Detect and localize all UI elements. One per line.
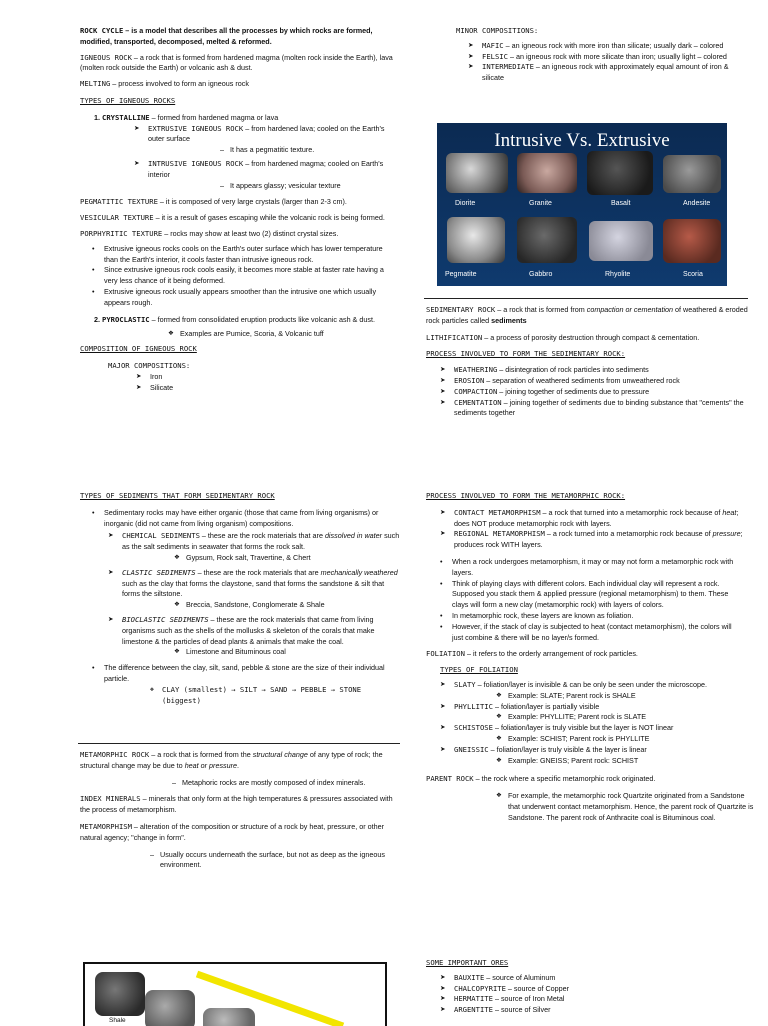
major-compositions-list: [136, 372, 398, 394]
definition: – an igneous rock with approximately equal amount of iron & silicate: [482, 62, 729, 83]
definition-emphasis: heat: [722, 507, 737, 517]
definition: – it is composed of very large crystals (larger than 2-3 cm).: [157, 197, 347, 207]
number: 1.: [94, 112, 100, 122]
types-igneous-heading: TYPES OF IGNEOUS ROCKS: [80, 95, 176, 105]
term: CRYSTALLINE: [102, 112, 150, 122]
list-item: • However, if the stack of clay is subjected to heat (contact metamorphism), the colors will just combine & there will be no layer/s formed.: [438, 622, 744, 644]
term: PHYLLITIC: [454, 701, 493, 711]
definition: – minerals that only form at the high temperatures & pressures associated with the process of metamorphism.: [80, 794, 393, 815]
igneous-rock-definition: [80, 53, 398, 75]
figure-label: Pegmatite: [445, 271, 477, 278]
definition: .: [237, 760, 240, 770]
bioclastic-sediments-item: [108, 615, 400, 647]
figure-label: Shale: [109, 1017, 126, 1024]
index-minerals-definition: [80, 794, 398, 816]
definition-emphasis: pressure: [712, 529, 741, 539]
term: INTERMEDIATE: [482, 62, 534, 72]
list-item: [440, 1005, 746, 1016]
list-item: [440, 723, 746, 745]
foliation-types-list: [440, 680, 746, 766]
figure-title: Intrusive Vs. Extrusive: [494, 130, 670, 151]
list-item: • Since extrusive igneous rock cools easily, it becomes more stable at faster rate having a very less chance of it being deformed.: [90, 265, 390, 287]
term: METAMORPHIC ROCK: [80, 750, 150, 759]
definition: ; does NOT produce metamorphic rock with layers.: [454, 507, 739, 528]
term: WEATHERING: [454, 365, 498, 375]
list-item: • Think of playing clays with different colors. Each individual clay will represent a rock. Supposed you stack them & applied pressure (regional metamorphism) to them. These clays will form a new clay (metamorphic rock) with layers of colors.: [438, 579, 744, 611]
definition: such as the clay that forms the claystone, sand that forms the sandstone & silt that forms the siltstone.: [122, 578, 385, 599]
definition: – separation of weathered sediments from unweathered rock: [484, 375, 680, 385]
metamorphism-definition: [80, 822, 398, 844]
list-item: [440, 387, 746, 398]
list-item: [440, 702, 746, 724]
term: INDEX MINERALS: [80, 794, 141, 804]
definition: – rocks may show at least two (2) distinct crystal sizes.: [162, 228, 339, 238]
rock-cycle-definition: [80, 26, 398, 48]
term: ARGENTITE: [454, 1005, 493, 1015]
term: VESICULAR TEXTURE: [80, 213, 154, 223]
metamorphism-note: – Usually occurs underneath the surface, but not as deep as the igneous environment.: [150, 850, 400, 872]
example: ❖ Example: SLATE; Parent rock is SHALE: [496, 691, 746, 702]
definition: – a rock that is formed from the: [149, 750, 253, 759]
definition-bold: sediments: [491, 315, 527, 325]
figure-label: Andesite: [683, 200, 711, 207]
term: FOLIATION: [426, 649, 465, 659]
process-metamorphic-heading: PROCESS INVOLVED TO FORM THE METAMORPHIC ROCK:: [426, 491, 626, 500]
list-item: [440, 984, 746, 995]
term: LITHIFICATION: [426, 332, 483, 342]
list-item: [468, 62, 748, 84]
term: PORPHYRITIC TEXTURE: [80, 228, 163, 238]
divider: [424, 298, 748, 299]
definition: – joining together of sediments due to binding substance that "cements" the sediments together: [454, 397, 744, 418]
parent-rock-definition: [426, 774, 748, 785]
term: SLATY: [454, 679, 476, 689]
list-item: [440, 680, 746, 702]
scoria-rock-image: [663, 219, 721, 263]
basalt-rock-image: [587, 151, 653, 195]
list-item: ➤ Silicate: [136, 383, 398, 394]
term: MAFIC: [482, 40, 504, 50]
definition: – these are the rock materials that are: [199, 531, 325, 541]
term: INTRUSIVE IGNEOUS ROCK: [148, 158, 244, 168]
minor-compositions-heading: MINOR COMPOSITIONS:: [456, 26, 539, 35]
parent-rock-example: ❖ For example, the metamorphic rock Quartzite originated from a Sandstone that underwent contact metamorphism. Hence, the parent rock of Quartzite is Sandstone. The parent rock of Anthracite coal is Bituminous coal.: [496, 791, 754, 823]
term: IGNEOUS ROCK: [80, 52, 132, 62]
chemical-sediments-item: [108, 531, 400, 553]
definition-emphasis: compaction or cementation: [586, 305, 674, 314]
definition: such as the salt sediments in seawater that forms the rock salt.: [122, 531, 400, 552]
pegmatitic-definition: [80, 197, 398, 208]
extrusive-bullets: [80, 244, 390, 309]
term: PYROCLASTIC: [102, 314, 150, 324]
definition: – these are the rock materials that came from living organisms such as the shells of the mollusks & skeleton of the corals that make limestone & the particles of dead plants & animals that make the coal.: [122, 614, 375, 646]
definition-emphasis: mechanically weathered: [320, 567, 398, 577]
ores-section: [426, 958, 748, 1016]
term: EXTRUSIVE IGNEOUS ROCK: [148, 123, 244, 133]
term: CONTACT METAMORPHISM: [454, 507, 541, 517]
foliation-type: [440, 723, 746, 734]
definition: – a rock turned into a metamorphic rock because of: [544, 529, 713, 539]
definition: – foliation/layer is partially visible: [492, 701, 600, 711]
list-item: [440, 365, 746, 376]
vesicular-definition: [80, 213, 398, 224]
right-top-column: [426, 26, 748, 84]
definition: – foliation/layer is truly visible & the layer is linear: [488, 744, 647, 754]
important-ores-heading: SOME IMPORTANT ORES: [426, 958, 509, 967]
list-item: [468, 41, 748, 52]
term: PEGMATITIC TEXTURE: [80, 197, 158, 207]
term: SEDIMENTARY ROCK: [426, 305, 496, 314]
foliation-type: [440, 702, 746, 713]
definition: – a rock that is formed from hardened magma (molten rock inside the Earth), lava (molten rock outside the Earth) or volcanic ash & dust.: [80, 52, 393, 73]
definition: – it is a result of gases escaping while the volcanic rock is being formed.: [153, 213, 385, 223]
definition: – an igneous rock with more iron than silicate; usually dark – colored: [503, 40, 724, 50]
definition-emphasis: dissolved in water: [324, 531, 383, 541]
definition: – source of Aluminum: [484, 972, 556, 982]
example: ❖ Example: SCHIST; Parent rock is PHYLLITE: [496, 734, 746, 745]
metamorphic-rocks-figure: [83, 962, 387, 1026]
types-foliation-heading: TYPES OF FOLIATION: [440, 665, 518, 675]
clastic-examples: ❖ Breccia, Sandstone, Conglomerate & Shale: [174, 600, 400, 611]
definition: – alteration of the composition or structure of a rock by heat, pressure, or other natural agency; "change in form".: [80, 821, 385, 842]
crystalline-subitems: [80, 124, 394, 192]
definition: – source of Iron Metal: [492, 994, 565, 1004]
figure-label: Basalt: [611, 200, 631, 207]
list-item: [440, 745, 746, 767]
metamorphic-section: [80, 750, 398, 871]
divider: [78, 743, 400, 744]
list-item: • The difference between the clay, silt, sand, pebble & stone are the size of their individual particle.: [90, 663, 390, 685]
pegmatite-rock-image: [447, 217, 505, 263]
definition: – a process of porosity destruction through compact & cementation.: [482, 332, 700, 342]
definition: of weathered & eroded rock particles called: [426, 305, 748, 325]
list-item: [440, 508, 746, 530]
sediment-types: [80, 531, 400, 658]
list-item: [468, 52, 748, 63]
definition: – foliation/layer is invisible & can be only be seen under the microscope.: [475, 679, 707, 689]
metamorphism-notes-list: [438, 557, 744, 643]
process-sedimentary-heading: PROCESS INVOLVED TO FORM THE SEDIMENTARY ROCK:: [426, 349, 626, 359]
list-item: [440, 376, 746, 387]
list-item: [440, 973, 746, 984]
term: CLASTIC SEDIMENTS: [122, 567, 196, 577]
gabbro-rock-image: [517, 217, 577, 263]
figure-label: Rhyolite: [605, 271, 631, 278]
extrusive-note: – It has a pegmatitic texture.: [220, 145, 394, 156]
list-item: • In metamorphic rock, these layers are known as foliation.: [438, 611, 744, 622]
intrusive-item: [134, 159, 394, 181]
definition: – formed from consolidated eruption products like volcanic ash & dust.: [149, 314, 375, 324]
example: ❖ Example: PHYLLITE; Parent rock is SLATE: [496, 712, 746, 723]
foliation-type: [440, 745, 746, 756]
diorite-rock-image: [446, 153, 508, 193]
term: EROSION: [454, 375, 485, 385]
extrusive-item: [134, 124, 394, 146]
list-item: ➤ Iron: [136, 372, 398, 383]
crystalline-item: [80, 113, 398, 124]
term: METAMORPHISM: [80, 821, 132, 831]
term: REGIONAL METAMORPHISM: [454, 529, 545, 539]
list-item: • Extrusive igneous rocks cools on the Earth's outer surface which has lower temperature than the Earth's interior, it cools faster than intrusive igneous rock.: [90, 244, 390, 266]
metamorphic-note: – Metaphoric rocks are mostly composed of index minerals.: [172, 778, 398, 789]
foliation-type: [440, 680, 746, 691]
definition-emphasis: structural change: [252, 750, 308, 759]
term: COMPACTION: [454, 386, 498, 396]
term: GNEISSIC: [454, 744, 489, 754]
definition: – the rock where a specific metamorphic rock originated.: [473, 774, 656, 784]
metamorphic-rock-definition: [80, 750, 398, 772]
term: SCHISTOSE: [454, 723, 493, 733]
definition: of any type of rock; the structural change may be due to: [80, 750, 383, 770]
figure-label: Diorite: [455, 200, 476, 207]
term: MELTING: [80, 79, 111, 89]
sedimentary-section: [426, 305, 748, 419]
definition: – formed from hardened magma or lava: [149, 112, 279, 122]
yellow-arrow-icon: [85, 964, 385, 1026]
melting-definition: [80, 79, 398, 90]
sedimentary-rock-definition: [426, 305, 748, 327]
foliation-definition: [426, 649, 748, 660]
definition: – foliation/layer is truly visible but the layer is NOT linear: [492, 723, 674, 733]
list-item: [440, 529, 746, 551]
definition: – source of Copper: [505, 983, 570, 993]
definition: – disintegration of rock particles into sediments: [497, 365, 649, 375]
minor-compositions-list: [468, 41, 748, 84]
list-item: • When a rock undergoes metamorphism, it may or may not form a metamorphic rock with layers.: [438, 557, 744, 579]
figure-label: Scoria: [683, 271, 703, 278]
definition: – these are the rock materials that are: [195, 567, 321, 577]
list-item: [440, 994, 746, 1005]
difference-list: [80, 663, 390, 685]
term: BIOCLASTIC SEDIMENTS: [122, 614, 209, 624]
intrusive-note: – It appears glassy; vesicular texture: [220, 181, 394, 192]
list-item: • Extrusive igneous rock usually appears smoother than the intrusive one which usually appears rough.: [90, 287, 390, 309]
left-top-column: [80, 26, 398, 393]
term: CEMENTATION: [454, 397, 502, 407]
term: FELSIC: [482, 51, 508, 61]
particle-size-order: ❖ CLAY (smallest) → SILT → SAND → PEBBLE → STONE (biggest): [150, 685, 400, 707]
definition: – from hardened magma; cooled on Earth's interior: [148, 158, 384, 179]
left-mid-column: [80, 491, 400, 706]
major-compositions-heading: MAJOR COMPOSITIONS:: [108, 360, 191, 370]
right-mid-column: [426, 491, 754, 824]
definition: – is a model that describes all the processes by which rocks are formed, modified, transported, decomposed, melted & reformed.: [80, 26, 373, 46]
definition: – source of Silver: [492, 1005, 551, 1015]
definition: – process involved to form an igneous rock: [110, 79, 249, 89]
intrusive-vs-extrusive-figure: [437, 123, 727, 286]
term: ROCK CYCLE: [80, 26, 124, 35]
ores-list: [440, 973, 746, 1016]
definition: – a rock that is formed from: [495, 305, 587, 314]
definition: – joining together of sediments due to pressure: [497, 386, 650, 396]
term: BAUXITE: [454, 972, 485, 982]
rhyolite-rock-image: [589, 221, 653, 261]
list-item: • Sedimentary rocks may have either organic (those that came from living organisms) or inorganic (did not came from living organism) compositions.: [90, 508, 390, 530]
andesite-rock-image: [663, 155, 721, 193]
term: PARENT ROCK: [426, 774, 474, 784]
chemical-examples: ❖ Gypsum, Rock salt, Travertine, & Chert: [174, 553, 400, 564]
term: CHEMICAL SEDIMENTS: [122, 531, 200, 541]
metamorphism-types-list: [440, 508, 746, 551]
number: 2.: [94, 314, 100, 324]
definition: – a rock that turned into a metamorphic rock because of: [540, 507, 723, 517]
composition-heading: COMPOSITION OF IGNEOUS ROCK: [80, 344, 197, 354]
definition: – an igneous rock with more silicate than iron; usually light – colored: [507, 51, 727, 61]
porphyritic-definition: [80, 229, 398, 240]
list-item: [440, 398, 746, 420]
figure-label: Gabbro: [529, 271, 553, 278]
definition: – it refers to the orderly arrangement of rock particles.: [464, 649, 638, 659]
definition: – from hardened lava; cooled on the Earth's outer surface: [148, 123, 385, 144]
types-sediments-heading: TYPES OF SEDIMENTS THAT FORM SEDIMENTARY ROCK: [80, 491, 275, 500]
term: HERMATITE: [454, 994, 493, 1004]
clastic-sediments-item: [108, 568, 400, 600]
process-sedimentary-list: [440, 365, 746, 419]
sediment-intro-list: [80, 508, 390, 530]
figure-label: Granite: [529, 200, 552, 207]
definition: ; produces rock WITH layers.: [454, 529, 743, 550]
pyroclastic-examples: ❖ Examples are Pumice, Scoria, & Volcanic tuff: [168, 329, 398, 340]
pyroclastic-item: [80, 315, 394, 326]
example: ❖ Example: GNEISS; Parent rock: SCHIST: [496, 756, 746, 767]
term: CHALCOPYRITE: [454, 983, 506, 993]
bioclastic-examples: ❖ Limestone and Bituminous coal: [174, 647, 400, 658]
granite-rock-image: [517, 153, 577, 193]
definition-emphasis: heat or pressure: [184, 760, 238, 770]
lithification-definition: [426, 333, 748, 344]
